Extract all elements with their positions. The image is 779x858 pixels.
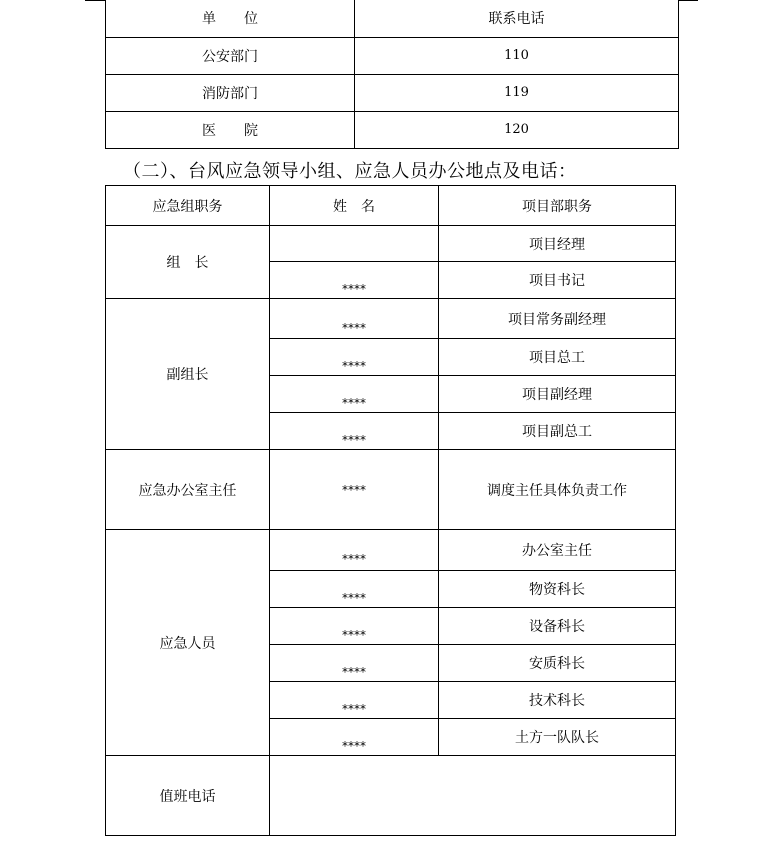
position-cell: 土方一队队长 [439, 719, 676, 756]
name-cell: **** [270, 413, 439, 450]
position-cell: 项目副总工 [439, 413, 676, 450]
section-heading: （二）、台风应急领导小组、应急人员办公地点及电话： [123, 161, 577, 182]
column-header-phone: 联系电话 [355, 0, 679, 37]
page-divider [85, 0, 105, 1]
emergency-team-table [105, 185, 676, 836]
name-cell: **** [270, 571, 439, 608]
table-header-row [106, 186, 676, 226]
position-cell: 项目书记 [439, 262, 676, 299]
table-row [106, 530, 676, 571]
table-header-row [106, 0, 679, 37]
position-cell: 办公室主任 [439, 530, 676, 571]
table-row [106, 299, 676, 339]
name-cell: **** [270, 682, 439, 719]
role-cell: 组 长 [106, 226, 270, 299]
table-row [106, 74, 679, 111]
table-row [106, 37, 679, 74]
emergency-contacts-table [105, 0, 679, 149]
page-divider [678, 0, 698, 1]
unit-cell: 医 院 [106, 111, 355, 148]
role-cell: 副组长 [106, 299, 270, 450]
table-row [106, 450, 676, 530]
position-cell: 项目副经理 [439, 376, 676, 413]
name-cell: **** [270, 719, 439, 756]
table-row [106, 756, 676, 836]
name-cell: **** [270, 299, 439, 339]
table-row [106, 226, 676, 262]
column-header-name: 姓 名 [270, 186, 439, 226]
position-cell: 技术科长 [439, 682, 676, 719]
position-cell: 安质科长 [439, 645, 676, 682]
name-cell: **** [270, 530, 439, 571]
column-header-role: 应急组职务 [106, 186, 270, 226]
column-header-position: 项目部职务 [439, 186, 676, 226]
role-cell: 值班电话 [106, 756, 270, 836]
position-cell: 项目常务副经理 [439, 299, 676, 339]
name-cell: **** [270, 376, 439, 413]
phone-cell: 120 [355, 111, 679, 148]
position-cell: 项目经理 [439, 226, 676, 262]
phone-cell: 110 [355, 37, 679, 74]
position-cell: 调度主任具体负责工作 [439, 450, 676, 530]
unit-cell: 消防部门 [106, 74, 355, 111]
position-cell: 物资科长 [439, 571, 676, 608]
name-cell: **** [270, 608, 439, 645]
name-cell: **** [270, 645, 439, 682]
role-cell: 应急人员 [106, 530, 270, 756]
name-cell: **** [270, 262, 439, 299]
position-cell: 设备科长 [439, 608, 676, 645]
role-cell: 应急办公室主任 [106, 450, 270, 530]
name-cell: **** [270, 450, 439, 530]
position-cell: 项目总工 [439, 339, 676, 376]
table-row [106, 111, 679, 148]
duty-phone-cell [270, 756, 676, 836]
column-header-unit: 单 位 [106, 0, 355, 37]
name-cell [270, 226, 439, 262]
name-cell: **** [270, 339, 439, 376]
phone-cell: 119 [355, 74, 679, 111]
unit-cell: 公安部门 [106, 37, 355, 74]
